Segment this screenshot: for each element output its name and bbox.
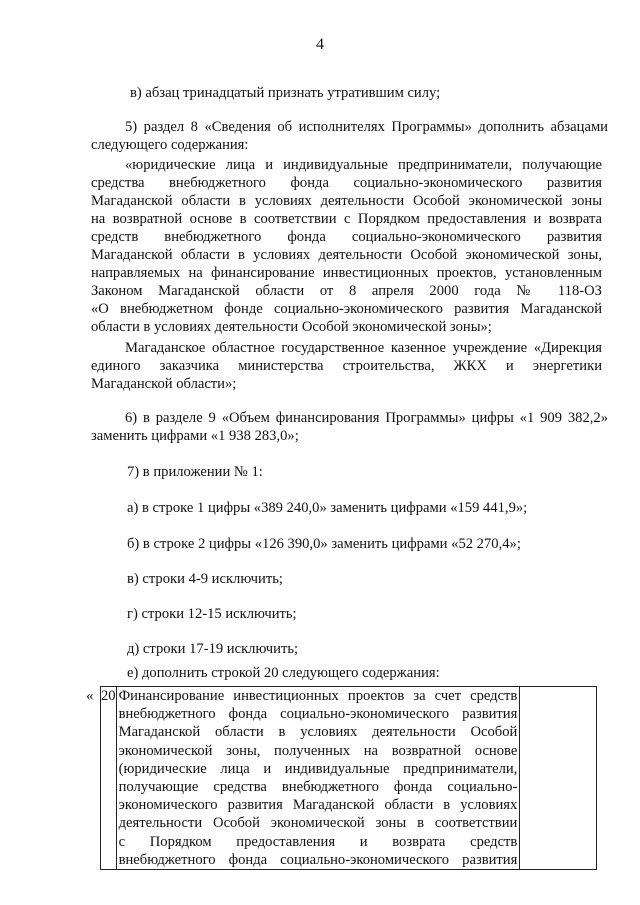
row-number-cell: 20 (101, 687, 117, 870)
description-line: Финансирование инвестиционных проектов за счет средств (118, 688, 518, 704)
table-open-quote: « (86, 688, 94, 704)
quote-2-line-1: Магаданское областное государственное казенное учреждение «Дирекция (125, 340, 602, 356)
empty-cell (520, 687, 597, 870)
quote-1-line-7: направляемых на финансирование инвестиционных проектов, установленным (91, 265, 602, 281)
quote-1-line-5: средств внебюджетного фонда социально-экономического развития (91, 229, 602, 245)
paragraph-6-line-2: заменить цифрами «1 938 283,0»; (91, 428, 299, 444)
quote-1-line-9: «О внебюджетном фонде социально-экономического развития Магаданской (91, 301, 602, 317)
quote-1-line-2: средства внебюджетного фонда социально-экономического развития (91, 175, 602, 191)
description-line: получающие средства внебюджетного фонда социально- (118, 779, 518, 796)
item-e: е) дополнить строкой 20 следующего содержания: (127, 665, 440, 681)
description-cell (116, 687, 520, 870)
paragraph-6-line-1: 6) в разделе 9 «Объем финансирования Программы» цифры «1 909 382,2» (125, 410, 608, 426)
description-line: деятельности Особой экономической зоны в соответствии (118, 815, 518, 832)
description-line: (юридические лица и индивидуальные предприниматели, (118, 760, 518, 777)
appendix-table (100, 686, 597, 870)
quote-1-line-10: области в условиях деятельности Особой экономической зоны»; (91, 319, 492, 335)
quote-1-line-1: «юридические лица и индивидуальные предприниматели, получающие (125, 157, 602, 173)
table-row (101, 687, 597, 870)
description-line: экономического развития Магаданской области в условиях (118, 797, 518, 814)
paragraph-7: 7) в приложении № 1: (127, 464, 263, 480)
item-d: д) строки 17-19 исключить; (127, 641, 299, 657)
page-number: 4 (316, 36, 324, 53)
quote-1-line-8: Законом Магаданской области от 8 апреля 2000 года № 118-ОЗ (91, 283, 602, 299)
item-g: г) строки 12-15 исключить; (127, 606, 297, 622)
item-b: б) в строке 2 цифры «126 390,0» заменить цифрами «52 270,4»; (127, 536, 521, 552)
quote-2-line-2: единого заказчика министерства строительства, ЖКХ и энергетики (91, 358, 602, 374)
quote-1-line-3: Магаданской области в условиях деятельности Особой экономической зоны (91, 193, 602, 209)
description-line: внебюджетного фонда социально-экономического развития (118, 706, 518, 723)
description-line: Магаданской области в условиях деятельности Особой (118, 724, 518, 741)
quote-2-line-3: Магаданской области»; (91, 376, 237, 392)
quote-1-line-4: на возвратной основе в соответствии с Порядком предоставления и возврата (91, 211, 602, 227)
description-line: с Порядком предоставления и возврата средств (118, 833, 518, 850)
paragraph-5-line-2: следующего содержания: (91, 137, 249, 153)
paragraph-5-line-1: 5) раздел 8 «Сведения об исполнителях Программы» дополнить абзацами (125, 119, 608, 135)
quote-1-line-6: Магаданской области в условиях деятельности Особой экономической зоны, (91, 247, 602, 263)
description-line: экономической зоны, полученных на возвратной основе (118, 742, 518, 759)
paragraph-v: в) абзац тринадцатый признать утратившим силу; (130, 85, 441, 101)
description-line: внебюджетного фонда социально-экономического развития (118, 851, 518, 868)
item-v: в) строки 4-9 исключить; (127, 571, 283, 587)
item-a: а) в строке 1 цифры «389 240,0» заменить цифрами «159 441,9»; (127, 500, 528, 516)
